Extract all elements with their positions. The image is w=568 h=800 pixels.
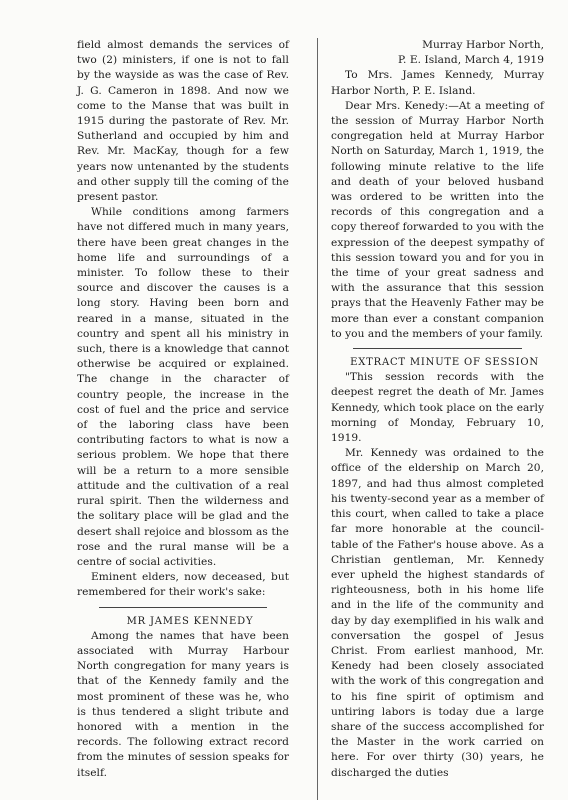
left-column — [77, 38, 289, 781]
heading-rule — [99, 607, 267, 608]
body-paragraph: "This session records with the deepest regret the death of Mr. James Kennedy, which took place on the early morning of Monday, February 10, 1919. — [331, 371, 544, 445]
body-paragraph: Among the names that have been associated with Murray Harbour North congregation for many years is that of the Kennedy family and the most prominent of these was he, who is thus tendered a slight tribute and honored with a mention in the records. The following extract record from the minutes of session speaks for itself. — [77, 629, 289, 779]
right-column — [331, 38, 544, 781]
section-heading: EXTRACT MINUTE OF SESSION — [350, 357, 539, 369]
body-paragraph: While conditions among farmers have not differed much in many years, there have been great changes in the home life and surroundings of a minister. To follow these to their source and discover the causes is a long story. Having been born and reared in a manse, situated in the country and spent all his ministry in such, there is a knowledge that cannot otherwise be acquired or explained. The change in the character of country people, the increase in the cost of fuel and the price and service of the laboring class have been contributing factors to what is now a serious problem. We hope that there will be a return to a more sensible attitude and the cultivation of a real rural spirit. Then the wilderness and the solitary place will be glad and the desert shall rejoice and blossom as the rose and the rural manse will be a centre of social activities. — [77, 206, 289, 568]
dateline: Murray Harbor North, — [422, 39, 544, 51]
heading-rule — [353, 348, 522, 349]
letter-body: Dear Mrs. Kenedy:—At a meeting of the session of Murray Harbor North congregation held at Murray Harbor North on Saturday, March 1, 1919, the following minute relative to the life and death of your beloved husband was ordered to be written into the records of this congregation and a copy thereof forwarded to you with the expression of the deepest sympathy of this session toward you and for you in the time of your great sadness and with the assurance that this session prays that the Heavenly Father may be more than ever a constant companion to you and the members of your family. — [331, 99, 544, 340]
addressee: To Mrs. James Kennedy, Murray Harbor North, P. E. Island. — [331, 69, 544, 97]
body-paragraph: Eminent elders, now deceased, but remembered for their work's sake: — [77, 571, 289, 599]
body-paragraph: Mr. Kennedy was ordained to the office of the eldership on March 20, 1897, and had thus almost completed his twenty-second year as a member of this court, when called to take a place far more honorable at the council-table of the Father's house above. As a Christian gentleman, Mr. Kennedy ever upheld the highest standards of righteousness, both in his home life and in the life of the community and day by day exemplified in his walk and conversation the gospel of Jesus Christ. From earliest manhood, Mr. Kenedy had been closely associated with the work of this congregation and to his fine spirit of optimism and untiring labors is today due a large share of the success accomplished for the Master in the work carried on here. For over thirty (30) years, he discharged the duties — [331, 447, 544, 779]
section-heading: MR JAMES KENNEDY — [126, 615, 254, 627]
dateline: P. E. Island, March 4, 1919 — [398, 54, 544, 67]
body-paragraph: field almost demands the services of two (2) ministers, if one is not to fall by the wayside as was the case of Rev. J. G. Cameron in 1898. And now we come to the Manse that was built in 1915 during the pastorate of Rev. Mr. Sutherland and occupied by him and Rev. Mr. MacKay, though for a few years now untenanted by the students and other supply till the coming of the present pastor. — [77, 39, 289, 204]
column-rule — [317, 38, 318, 800]
